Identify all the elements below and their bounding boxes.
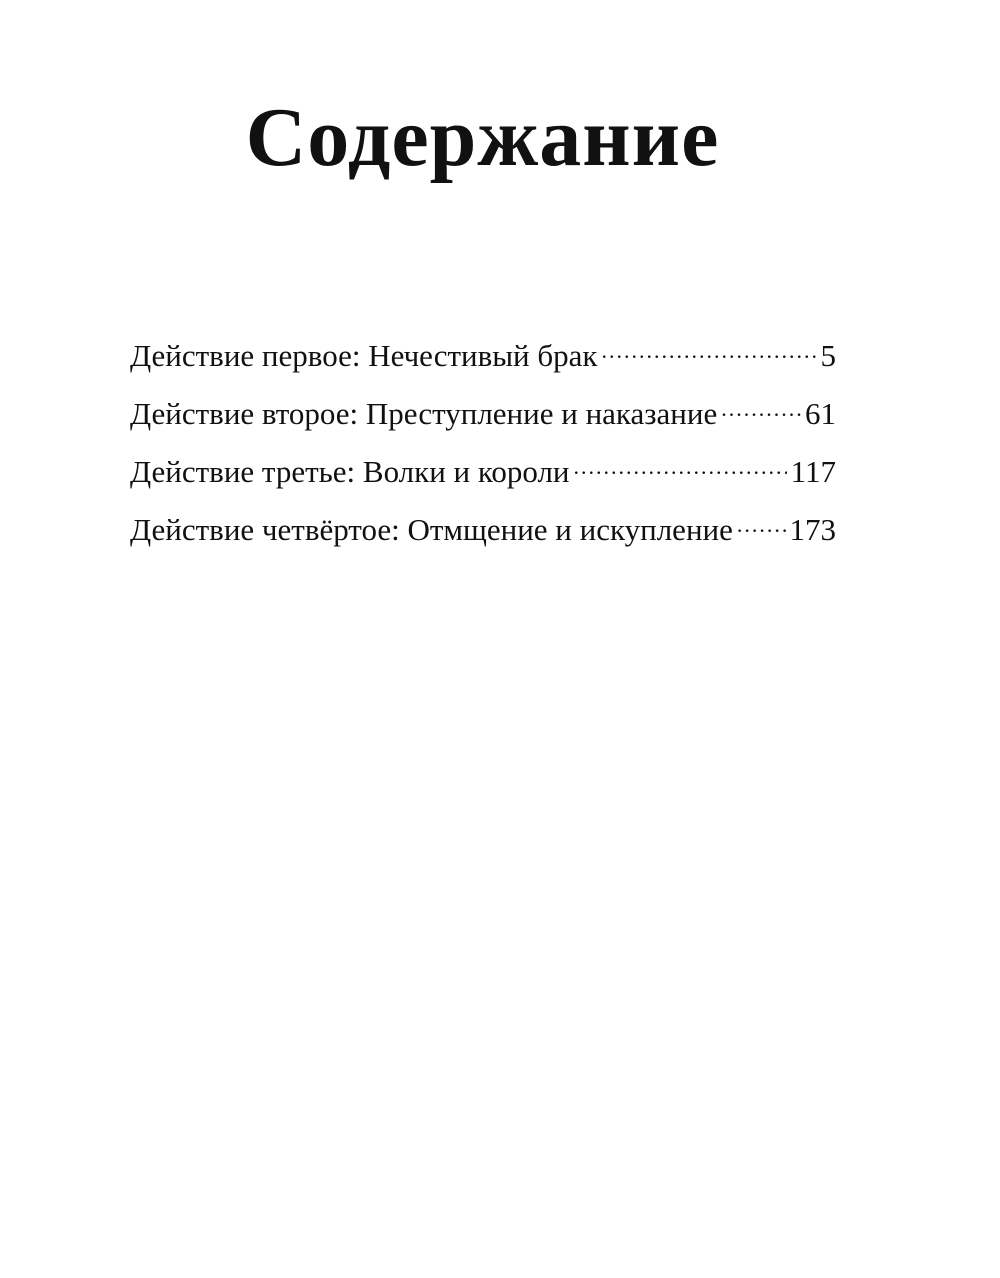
toc-entry[interactable] (130, 326, 836, 384)
toc-entry-page-number: 117 (790, 454, 836, 489)
toc-entry[interactable] (130, 500, 836, 558)
toc-entry-label: Действие третье: Волки и короли (130, 454, 570, 489)
dot-leader (601, 326, 816, 366)
toc-entry-label: Действие четвёртое: Отмщение и искупление (130, 512, 733, 547)
toc-entry-page-number: 5 (820, 338, 836, 373)
dot-leader (574, 442, 787, 482)
toc-entry-page-number: 61 (805, 396, 836, 431)
toc-entry-page-number: 173 (789, 512, 836, 547)
table-of-contents (130, 326, 836, 558)
dot-leader (737, 500, 786, 540)
page-title: Содержание (245, 91, 720, 184)
toc-entry[interactable] (130, 442, 836, 500)
toc-entry-label: Действие второе: Преступление и наказание (130, 396, 718, 431)
dot-leader (721, 384, 801, 424)
toc-entry[interactable] (130, 384, 836, 442)
toc-entry-label: Действие первое: Нечестивый брак (130, 338, 598, 373)
